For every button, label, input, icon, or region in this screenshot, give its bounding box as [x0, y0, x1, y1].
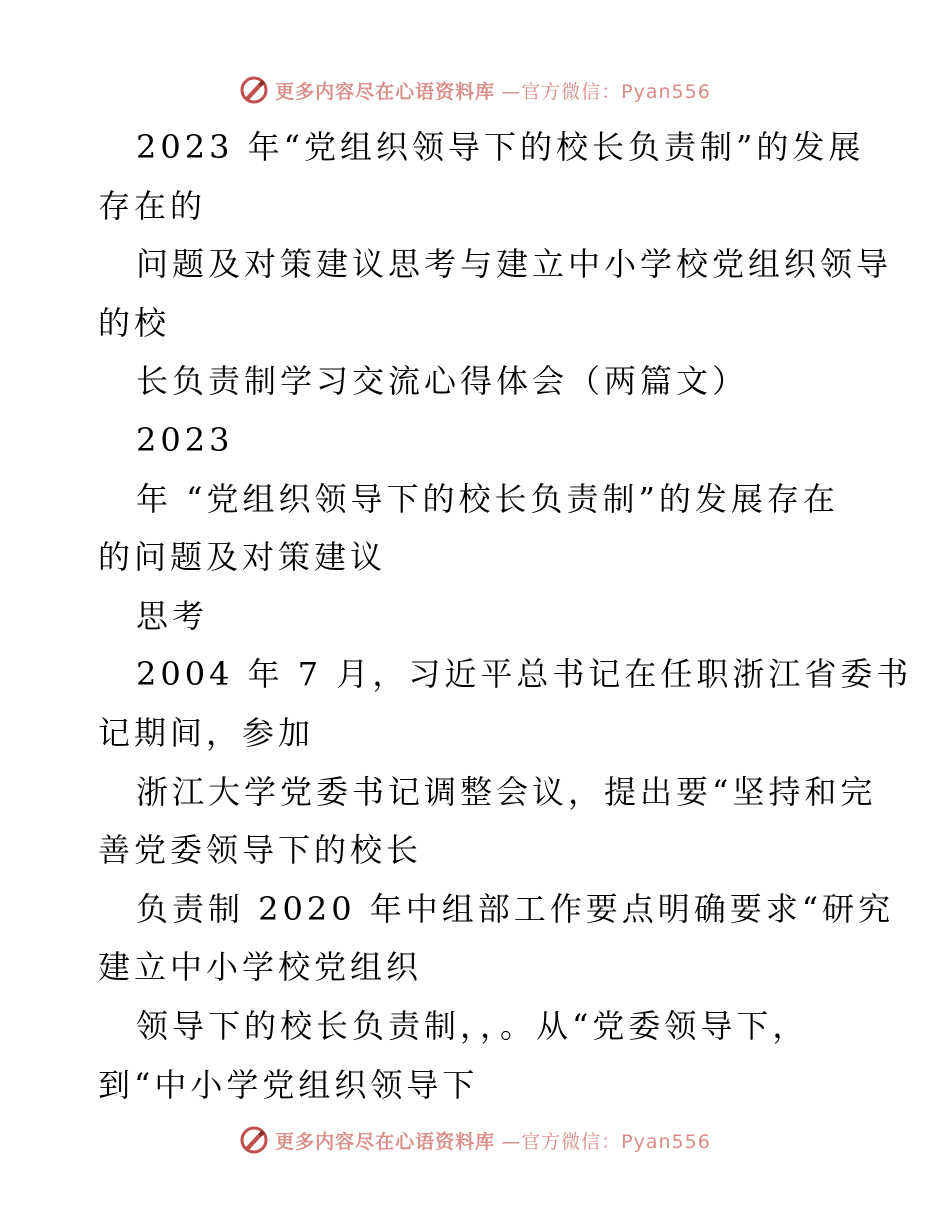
text-line: 建立中小学校党组织: [98, 948, 423, 987]
document-body: [98, 118, 913, 1114]
pen-logo-icon: [239, 1125, 269, 1155]
text-line: 长负责制学习交流心得体会（两篇文）: [136, 362, 749, 401]
pen-logo-icon: [239, 75, 269, 105]
text-line: 的校: [98, 303, 171, 342]
banner-site-text: 更多内容尽在心语资料库: [275, 1130, 496, 1153]
text-line: 思考: [136, 596, 209, 635]
text-line: 负责制 2020 年中组部工作要点明确要求“研究: [136, 889, 895, 928]
text-line: 2023 年“党组织领导下的校长负责制”的发展: [136, 128, 865, 166]
text-line: 问题及对策建议思考与建立中小学校党组织领导: [136, 245, 893, 284]
text-line: 善党委领导下的校长: [98, 831, 423, 870]
footer-banner: [0, 1120, 950, 1160]
text-line: 浙江大学党委书记调整会议，提出要“坚持和完: [136, 772, 877, 811]
text-line: 记期间，参加: [98, 713, 315, 752]
banner-site-text: 更多内容尽在心语资料库: [275, 80, 496, 103]
text-line: 年 “党组织领导下的校长负责制”的发展存在: [136, 479, 839, 518]
text-line: 的问题及对策建议: [98, 538, 387, 577]
text-line: 到“中小学党组织领导下: [98, 1065, 479, 1104]
text-line: 2023: [136, 420, 234, 459]
text-line: 领导下的校长负责制，，。从“党委领导下，: [136, 1006, 809, 1045]
text-line: 存在的: [98, 186, 207, 225]
banner-official-text: —官方微信：Pyan556: [501, 80, 711, 103]
text-line: 2004 年 7 月，习近平总书记在任职浙江省委书: [136, 655, 913, 694]
banner-official-text: —官方微信：Pyan556: [501, 1130, 711, 1153]
header-banner: [0, 70, 950, 110]
